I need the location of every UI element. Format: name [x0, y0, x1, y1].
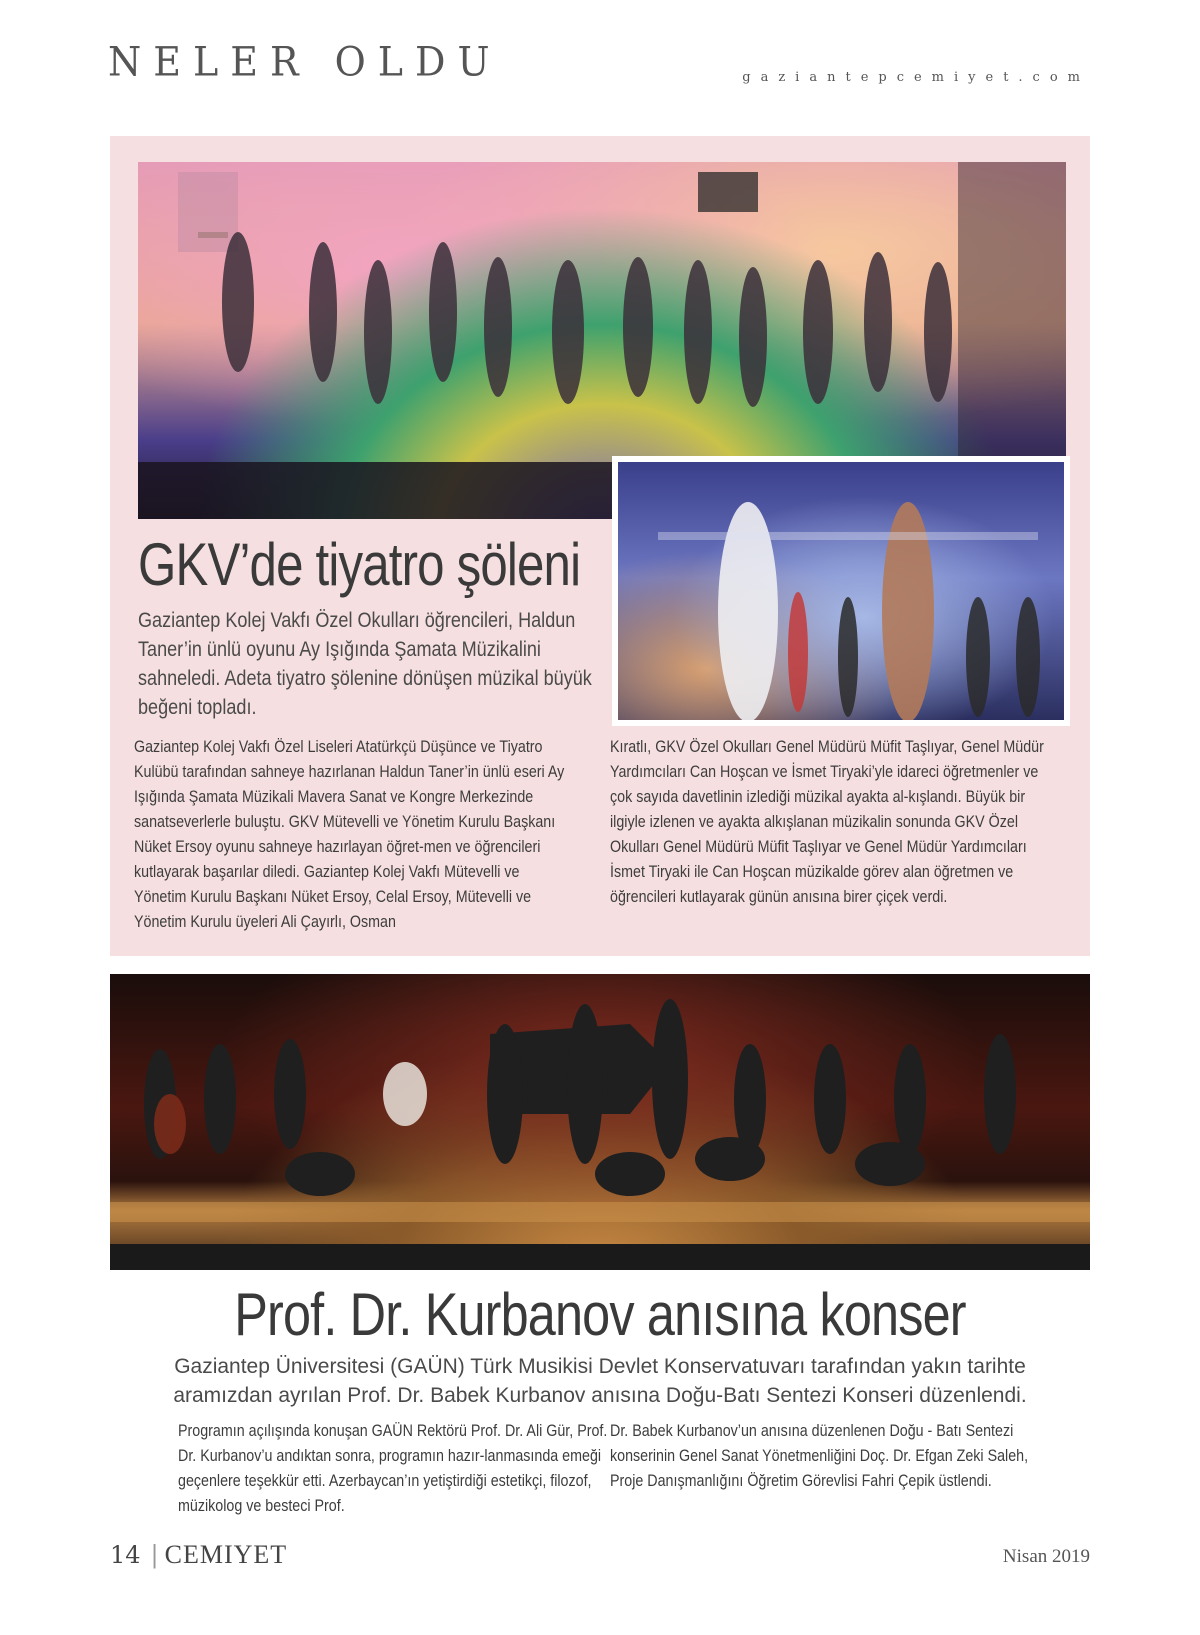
article-body-column-right: Dr. Babek Kurbanov’un anısına düzenlenen Doğu - Batı Sentezi konserinin Genel Sanat Yönetmenliğini Doç. Dr. Efgan Zeki Saleh, Proje Danışmanlığını Öğretim Görevlisi Fahri Çepik üstlendi.	[610, 1421, 1029, 1490]
concert-stage-photo	[110, 974, 1090, 1270]
footer-page-info	[110, 1540, 287, 1570]
article-headline: Prof. Dr. Kurbanov anısına konser	[234, 1281, 966, 1348]
article-body-column-right: Kıratlı, GKV Özel Okulları Genel Müdürü Müfit Taşlıyar, Genel Müdür Yardımcıları Can Hoşcan ve İsmet Tiryaki’yle idareci öğretmenler ve çok sayıda davetlinin izlediği müzikal ayakta al-kışlandı. Büyük bir ilgiyle izlenen ve ayakta alkışlanan müzikalin sonunda GKV Özel Okulları Genel Müdürü Müfit Taşlıyar ve Genel Müdür Yardımcıları İsmet Tiryaki ile Can Hoşcan müzikalde görev alan öğretmen ve öğrencileri kutlayarak günün anısına birer çiçek verdi.	[610, 737, 1044, 906]
theatre-duet-photo	[612, 456, 1070, 726]
duet-silhouettes	[618, 462, 1064, 720]
musicians-silhouettes	[110, 974, 1090, 1270]
article-lead: Gaziantep Üniversitesi (GAÜN) Türk Musikisi Devlet Konservatuvarı tarafından yakın tarihte aramızdan ayrılan Prof. Dr. Babek Kurbanov anısına Doğu-Batı Sentezi Konseri düzenlendi.	[173, 1355, 1027, 1407]
article-body-column-left: Gaziantep Kolej Vakfı Özel Liseleri Atatürkçü Düşünce ve Tiyatro Kulübü tarafından sahneye hazırlanan Haldun Taner’in ünlü eseri Ay Işığında Şamata Müzikali Mavera Sanat ve Kongre Merkezinde sanatseverlerle buluştu. GKV Mütevelli ve Yönetim Kurulu Başkanı Nüket Ersoy oyunu sahneye hazırlayan öğret-men ve öğrencileri kutlayarak başarılar diledi. Gaziantep Kolej Vakfı Mütevelli ve Yönetim Kurulu Başkanı Nüket Ersoy, Celal Ersoy, Mütevelli ve Yönetim Kurulu üyeleri Ali Çayırlı, Osman	[134, 737, 565, 931]
article-lead: Gaziantep Kolej Vakfı Özel Okulları öğrencileri, Haldun Taner’in ünlü oyunu Ay Işığında Şamata Müzikalini sahneledi. Adeta tiyatro şölenine dönüşen müzikal büyük beğeni topladı.	[138, 609, 592, 719]
article-headline: GKV’de tiyatro şöleni	[138, 531, 581, 598]
magazine-brand: CEMIYET	[164, 1540, 288, 1569]
website-url: gaziantepcemiyet.com	[742, 70, 1090, 85]
footer-divider: |	[150, 1541, 159, 1569]
section-title: NELER OLDU	[108, 38, 502, 86]
article-body-column-left: Programın açılışında konuşan GAÜN Rektörü Prof. Dr. Ali Gür, Prof. Dr. Kurbanov’u andıktan sonra, programın hazır-lanmasında emeği geçenlere teşekkür etti. Azerbaycan’ın yetiştirdiği estetikçi, filozof, müzikolog ve besteci Prof.	[178, 1421, 608, 1515]
page-number: 14	[110, 1541, 141, 1569]
issue-date: Nisan 2019	[1002, 1546, 1090, 1567]
